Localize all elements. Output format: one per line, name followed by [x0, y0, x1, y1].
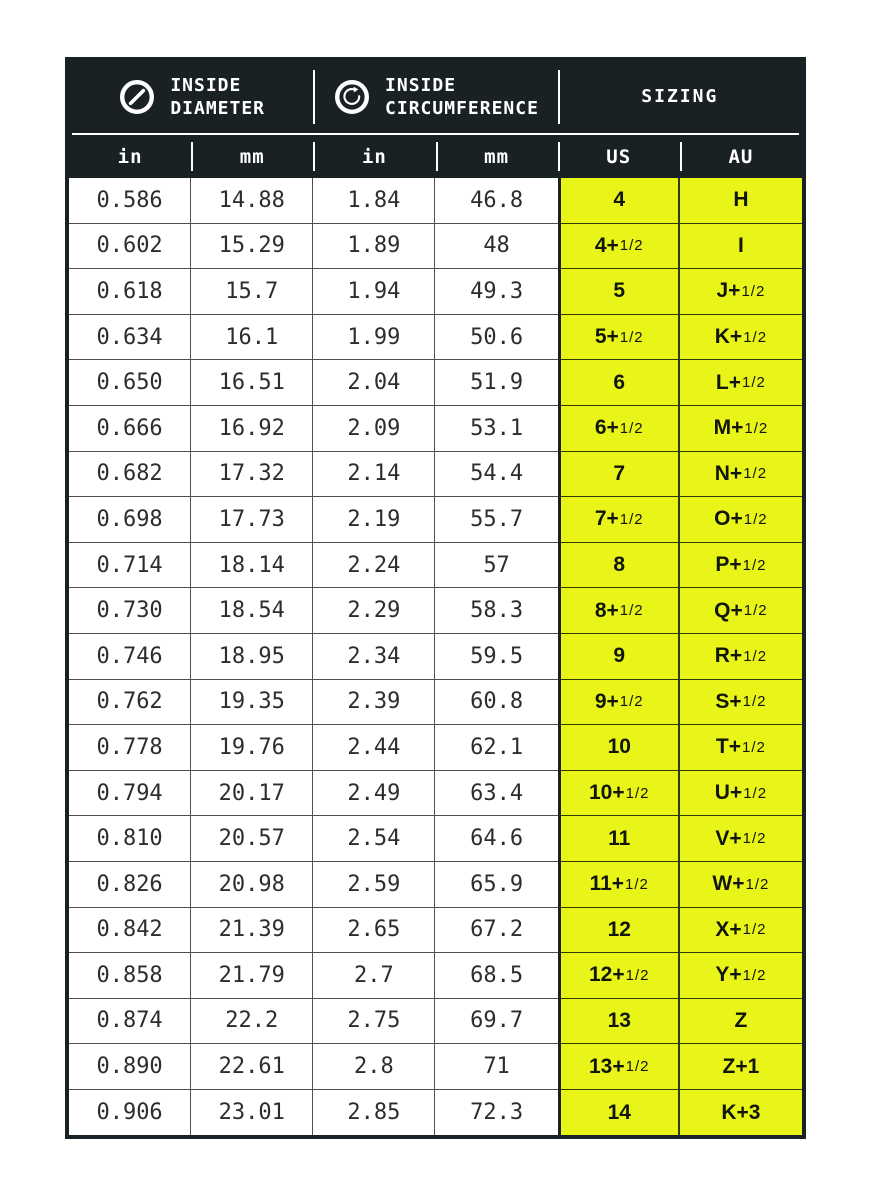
diameter-in-cell: 0.826: [69, 862, 191, 908]
size-fraction: 1/2: [743, 647, 768, 665]
column-separator: [191, 142, 193, 171]
us-size-cell: [558, 360, 680, 406]
table-row: [69, 360, 802, 406]
diameter-mm-cell: 15.29: [191, 224, 313, 270]
diameter-in-cell: 0.586: [69, 178, 191, 224]
diameter-in-cell: 0.906: [69, 1090, 191, 1136]
us-size-cell: [558, 771, 680, 817]
size-value: W+: [712, 872, 745, 896]
circumference-mm-cell: 48: [435, 224, 557, 270]
diameter-in-cell: 0.666: [69, 406, 191, 452]
circumference-mm-cell: 68.5: [435, 953, 557, 999]
au-size-cell: [680, 680, 802, 726]
size-value: Y+: [715, 963, 742, 987]
size-value: 7: [613, 461, 626, 485]
size-value: H: [733, 188, 749, 212]
size-fraction: 1/2: [742, 693, 767, 711]
circumference-mm-cell: 60.8: [435, 680, 557, 726]
diameter-mm-cell: 22.61: [191, 1044, 313, 1090]
diameter-in-cell: 0.602: [69, 224, 191, 270]
group-label: SIZING: [641, 86, 719, 108]
size-fraction: 1/2: [743, 784, 768, 802]
group-separator: [558, 70, 560, 124]
column-label-circumference-mm: mm: [484, 145, 510, 168]
circumference-in-cell: 2.59: [313, 862, 435, 908]
us-size-cell: [558, 406, 680, 452]
circumference-in-cell: 2.29: [313, 588, 435, 634]
size-value: 11+: [589, 872, 625, 896]
size-value: I: [737, 233, 744, 257]
us-size-cell: [558, 452, 680, 498]
diameter-in-cell: 0.794: [69, 771, 191, 817]
size-fraction: 1/2: [745, 875, 770, 893]
size-fraction: 1/2: [744, 419, 769, 437]
group-label: [170, 74, 265, 121]
circumference-mm-cell: 72.3: [435, 1090, 557, 1136]
diameter-mm-cell: 20.17: [191, 771, 313, 817]
size-value: R+: [714, 644, 743, 668]
us-size-cell: [558, 999, 680, 1045]
diameter-mm-cell: 18.14: [191, 543, 313, 589]
circumference-mm-cell: 55.7: [435, 497, 557, 543]
diameter-in-cell: 0.810: [69, 816, 191, 862]
au-size-cell: [680, 360, 802, 406]
inside-diameter-group: [69, 61, 313, 133]
us-size-cell: [558, 543, 680, 589]
size-value: S+: [715, 689, 742, 713]
au-size-cell: [680, 178, 802, 224]
size-fraction: 1/2: [619, 510, 644, 528]
diameter-in-cell: 0.618: [69, 269, 191, 315]
diameter-in-cell: 0.778: [69, 725, 191, 771]
diameter-in-cell: 0.650: [69, 360, 191, 406]
size-value: U+: [714, 781, 743, 805]
au-size-cell: [680, 1090, 802, 1136]
column-label-au: AU: [728, 145, 754, 168]
circumference-mm-cell: 64.6: [435, 816, 557, 862]
circumference-mm-cell: 63.4: [435, 771, 557, 817]
diameter-in-cell: 0.634: [69, 315, 191, 361]
circumference-mm-cell: 51.9: [435, 360, 557, 406]
size-value: M+: [713, 416, 744, 440]
size-value: P+: [715, 553, 742, 577]
diameter-mm-cell: 22.2: [191, 999, 313, 1045]
size-value: X+: [715, 917, 742, 941]
table-row: [69, 543, 802, 589]
table-row: [69, 269, 802, 315]
size-fraction: 1/2: [743, 602, 768, 620]
us-size-cell: [558, 315, 680, 361]
circumference-mm-cell: 54.4: [435, 452, 557, 498]
table-row: [69, 862, 802, 908]
ring-size-chart: [65, 57, 806, 1139]
us-size-cell: [558, 953, 680, 999]
column-label-diameter-in: in: [117, 145, 143, 168]
table-row: [69, 908, 802, 954]
us-size-cell: [558, 269, 680, 315]
size-fraction: 1/2: [619, 328, 644, 346]
table-row: [69, 315, 802, 361]
size-fraction: 1/2: [742, 966, 767, 984]
diameter-in-cell: 0.874: [69, 999, 191, 1045]
table-row: [69, 1044, 802, 1090]
us-size-cell: [558, 497, 680, 543]
table-body: [69, 178, 802, 1135]
diameter-in-cell: 0.746: [69, 634, 191, 680]
group-label-line2: DIAMETER: [170, 98, 266, 119]
column-separator: [558, 142, 560, 171]
group-label-line1: INSIDE: [170, 74, 242, 96]
circumference-mm-cell: 67.2: [435, 908, 557, 954]
diameter-mm-cell: 16.1: [191, 315, 313, 361]
size-fraction: 1/2: [742, 738, 766, 756]
circumference-in-cell: 2.8: [313, 1044, 435, 1090]
size-fraction: 1/2: [619, 693, 644, 711]
size-fraction: 1/2: [625, 875, 649, 893]
au-size-cell: [680, 406, 802, 452]
size-fraction: 1/2: [742, 921, 767, 939]
diameter-icon: [117, 77, 157, 117]
inside-circumference-group: [313, 61, 557, 133]
table-row: [69, 406, 802, 452]
circumference-in-cell: 2.49: [313, 771, 435, 817]
size-value: 10: [607, 735, 631, 759]
diameter-mm-cell: 15.7: [191, 269, 313, 315]
us-size-cell: [558, 816, 680, 862]
size-value: L+: [715, 370, 742, 394]
circumference-in-cell: 2.19: [313, 497, 435, 543]
table-row: [69, 725, 802, 771]
size-value: 9: [613, 644, 626, 668]
circumference-in-cell: 1.89: [313, 224, 435, 270]
size-value: 12+: [589, 963, 625, 987]
circumference-in-cell: 1.94: [313, 269, 435, 315]
size-value: 12: [607, 917, 631, 941]
column-label-diameter-mm: mm: [239, 145, 265, 168]
circumference-mm-cell: 71: [435, 1044, 557, 1090]
table-row: [69, 680, 802, 726]
us-size-cell: [558, 588, 680, 634]
size-value: Q+: [714, 598, 743, 622]
group-separator: [313, 70, 315, 124]
column-label-us: US: [606, 145, 632, 168]
table-row: [69, 953, 802, 999]
au-size-cell: [680, 588, 802, 634]
au-size-cell: [680, 315, 802, 361]
circumference-in-cell: 2.44: [313, 725, 435, 771]
au-size-cell: [680, 452, 802, 498]
table-row: [69, 816, 802, 862]
diameter-in-cell: 0.682: [69, 452, 191, 498]
size-fraction: 1/2: [619, 602, 644, 620]
size-value: N+: [714, 461, 743, 485]
size-value: J+: [716, 279, 741, 303]
table-header: [69, 61, 802, 178]
circumference-in-cell: 1.84: [313, 178, 435, 224]
au-size-cell: [680, 771, 802, 817]
size-value: 4: [613, 188, 626, 212]
diameter-in-cell: 0.714: [69, 543, 191, 589]
diameter-mm-cell: 20.98: [191, 862, 313, 908]
size-value: T+: [715, 735, 742, 759]
us-size-cell: [558, 178, 680, 224]
circumference-mm-cell: 53.1: [435, 406, 557, 452]
sizing-group: [558, 61, 802, 133]
column-label-circumference-in: in: [361, 145, 387, 168]
circumference-in-cell: 2.85: [313, 1090, 435, 1136]
group-label-line1: INSIDE: [385, 74, 457, 96]
size-value: K+3: [721, 1100, 761, 1124]
circumference-in-cell: 1.99: [313, 315, 435, 361]
size-value: O+: [714, 507, 743, 531]
size-value: 14: [607, 1100, 631, 1124]
circumference-in-cell: 2.54: [313, 816, 435, 862]
circumference-mm-cell: 50.6: [435, 315, 557, 361]
size-value: 11: [608, 826, 631, 850]
diameter-mm-cell: 17.32: [191, 452, 313, 498]
au-size-cell: [680, 634, 802, 680]
us-size-cell: [558, 908, 680, 954]
circumference-mm-cell: 62.1: [435, 725, 557, 771]
circumference-mm-cell: 57: [435, 543, 557, 589]
diameter-mm-cell: 16.92: [191, 406, 313, 452]
size-fraction: 1/2: [743, 510, 768, 528]
size-fraction: 1/2: [742, 830, 767, 848]
size-fraction: 1/2: [743, 465, 768, 483]
column-separator: [436, 142, 438, 171]
diameter-mm-cell: 21.39: [191, 908, 313, 954]
table-row: [69, 1090, 802, 1136]
circumference-in-cell: 2.34: [313, 634, 435, 680]
size-fraction: 1/2: [619, 419, 644, 437]
us-size-cell: [558, 1090, 680, 1136]
circumference-in-cell: 2.75: [313, 999, 435, 1045]
au-size-cell: [680, 497, 802, 543]
size-fraction: 1/2: [625, 1058, 650, 1076]
diameter-in-cell: 0.730: [69, 588, 191, 634]
circumference-in-cell: 2.65: [313, 908, 435, 954]
size-value: 6: [613, 370, 626, 394]
size-value: V+: [715, 826, 742, 850]
group-label: [385, 74, 539, 121]
circumference-in-cell: 2.24: [313, 543, 435, 589]
circumference-in-cell: 2.7: [313, 953, 435, 999]
size-fraction: 1/2: [743, 328, 768, 346]
size-fraction: 1/2: [619, 237, 644, 255]
size-value: 10+: [589, 781, 625, 805]
circumference-in-cell: 2.39: [313, 680, 435, 726]
diameter-in-cell: 0.698: [69, 497, 191, 543]
size-value: 9+: [594, 689, 619, 713]
au-size-cell: [680, 908, 802, 954]
circumference-mm-cell: 46.8: [435, 178, 557, 224]
diameter-mm-cell: 19.35: [191, 680, 313, 726]
diameter-mm-cell: 19.76: [191, 725, 313, 771]
circumference-mm-cell: 49.3: [435, 269, 557, 315]
table-row: [69, 588, 802, 634]
au-size-cell: [680, 725, 802, 771]
diameter-mm-cell: 14.88: [191, 178, 313, 224]
circumference-mm-cell: 65.9: [435, 862, 557, 908]
size-value: 13: [607, 1008, 631, 1032]
au-size-cell: [680, 1044, 802, 1090]
size-value: 6+: [594, 416, 619, 440]
us-size-cell: [558, 634, 680, 680]
diameter-in-cell: 0.842: [69, 908, 191, 954]
diameter-mm-cell: 18.95: [191, 634, 313, 680]
circumference-icon: [332, 77, 372, 117]
size-value: K+: [714, 325, 743, 349]
size-fraction: 1/2: [742, 556, 767, 574]
circumference-mm-cell: 58.3: [435, 588, 557, 634]
column-separator: [313, 142, 315, 171]
au-size-cell: [680, 224, 802, 270]
table-row: [69, 452, 802, 498]
size-value: 7+: [594, 507, 619, 531]
diameter-in-cell: 0.858: [69, 953, 191, 999]
table-row: [69, 224, 802, 270]
table-row: [69, 771, 802, 817]
us-size-cell: [558, 862, 680, 908]
diameter-mm-cell: 16.51: [191, 360, 313, 406]
diameter-mm-cell: 23.01: [191, 1090, 313, 1136]
circumference-mm-cell: 59.5: [435, 634, 557, 680]
size-value: 5+: [594, 325, 619, 349]
column-separator: [680, 142, 682, 171]
size-value: 4+: [594, 233, 619, 257]
au-size-cell: [680, 999, 802, 1045]
au-size-cell: [680, 543, 802, 589]
au-size-cell: [680, 862, 802, 908]
au-size-cell: [680, 269, 802, 315]
diameter-mm-cell: 21.79: [191, 953, 313, 999]
size-fraction: 1/2: [741, 282, 766, 300]
size-fraction: 1/2: [625, 784, 650, 802]
column-labels-row: [69, 135, 802, 178]
table-row: [69, 634, 802, 680]
au-size-cell: [680, 816, 802, 862]
us-size-cell: [558, 725, 680, 771]
size-fraction: 1/2: [742, 374, 766, 392]
au-size-cell: [680, 953, 802, 999]
size-value: 5: [613, 279, 626, 303]
diameter-mm-cell: 18.54: [191, 588, 313, 634]
diameter-in-cell: 0.890: [69, 1044, 191, 1090]
diameter-in-cell: 0.762: [69, 680, 191, 726]
us-size-cell: [558, 224, 680, 270]
group-label-line2: CIRCUMFERENCE: [385, 98, 539, 119]
circumference-in-cell: 2.14: [313, 452, 435, 498]
size-value: Z: [734, 1008, 748, 1032]
column-group-header: [69, 61, 802, 133]
size-value: 8: [613, 553, 626, 577]
us-size-cell: [558, 680, 680, 726]
circumference-mm-cell: 69.7: [435, 999, 557, 1045]
table-row: [69, 999, 802, 1045]
size-fraction: 1/2: [625, 966, 650, 984]
us-size-cell: [558, 1044, 680, 1090]
diameter-mm-cell: 17.73: [191, 497, 313, 543]
size-value: Z+1: [722, 1054, 760, 1078]
circumference-in-cell: 2.09: [313, 406, 435, 452]
size-value: 13+: [589, 1054, 625, 1078]
circumference-in-cell: 2.04: [313, 360, 435, 406]
diameter-mm-cell: 20.57: [191, 816, 313, 862]
table-row: [69, 178, 802, 224]
size-value: 8+: [594, 598, 619, 622]
table-row: [69, 497, 802, 543]
